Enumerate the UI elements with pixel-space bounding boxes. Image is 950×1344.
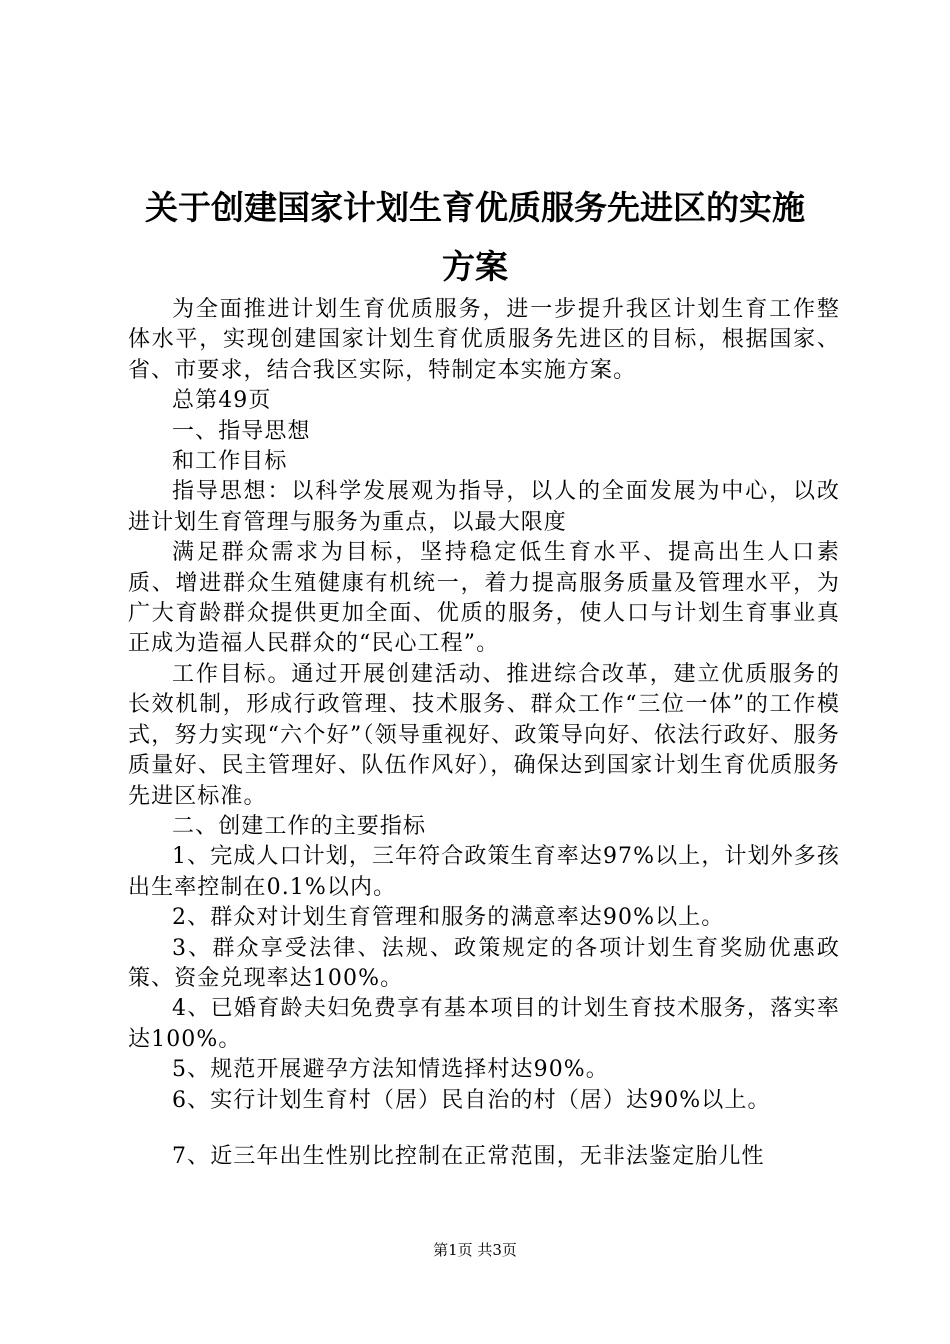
paragraph-guiding-thought-cont: 满足群众需求为目标，坚持稳定低生育水平、提高出生人口素质、增进群众生殖健康有机统一，着力提高服务质量及管理水平，为广大育龄群众提供更加全面、优质的服务，使人口与计划生育事业真正成为造福人民群众的“民心工程”。 <box>128 540 840 657</box>
indicator-item-6: 6、实行计划生育村（居）民自治的村（居）达90%以上。 <box>172 1087 771 1113</box>
document-title-line-1: 关于创建国家计划生育优质服务先进区的实施 <box>145 188 805 227</box>
document-title-line-2: 方案 <box>442 247 508 286</box>
indicator-item-1: 1、完成人口计划，三年符合政策生育率达97%以上，计划外多孩出生率控制在0.1%以内。 <box>128 844 840 900</box>
paragraph-page-number: 总第49页 <box>172 388 272 414</box>
paragraph-work-goal: 工作目标。通过开展创建活动、推进综合改革，建立优质服务的长效机制，形成行政管理、技术服务、群众工作“三位一体”的工作模式，努力实现“六个好”（领导重视好、政策导向好、依法行政好、服务质量好、民主管理好、队伍作风好），确保达到国家计划生育优质服务先进区标准。 <box>128 661 840 809</box>
page-footer: 第1页 共3页 <box>433 1241 517 1259</box>
heading-work-goal: 和工作目标 <box>172 449 288 475</box>
indicator-item-4: 4、已婚育龄夫妇免费享有基本项目的计划生育技术服务，落实率达100%。 <box>128 996 840 1052</box>
indicator-item-5: 5、规范开展避孕方法知情选择村达90%。 <box>172 1057 609 1083</box>
document-body <box>128 295 840 1172</box>
heading-main-indicators: 二、创建工作的主要指标 <box>172 813 427 839</box>
indicator-item-2: 2、群众对计划生育管理和服务的满意率达90%以上。 <box>172 905 725 931</box>
paragraph-intro: 为全面推进计划生育优质服务，进一步提升我区计划生育工作整体水平，实现创建国家计划生育优质服务先进区的目标，根据国家、省、市要求，结合我区实际，特制定本实施方案。 <box>128 297 840 383</box>
paragraph-guiding-thought: 指导思想：以科学发展观为指导，以人的全面发展为中心，以改进计划生育管理与服务为重点，以最大限度 <box>128 479 840 535</box>
indicator-item-7: 7、近三年出生性别比控制在正常范围，无非法鉴定胎儿性 <box>172 1143 765 1169</box>
indicator-item-3: 3、群众享受法律、法规、政策规定的各项计划生育奖励优惠政策、资金兑现率达100%。 <box>128 935 840 991</box>
heading-guiding-thought: 一、指导思想 <box>172 418 311 444</box>
